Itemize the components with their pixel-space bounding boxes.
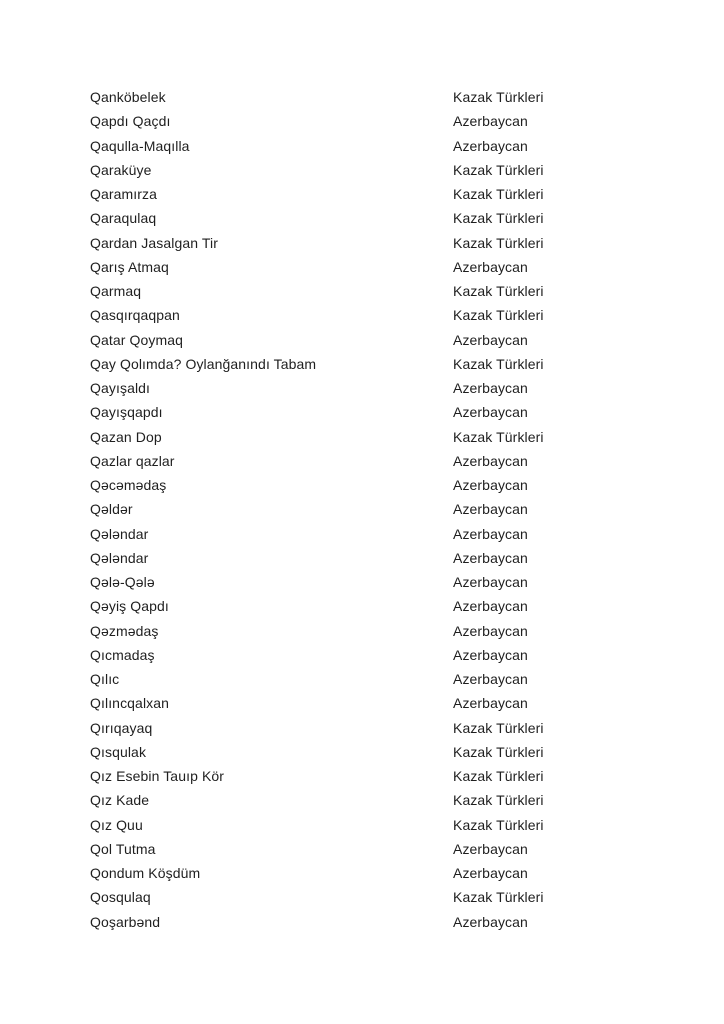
game-name: Qazan Dop — [90, 428, 162, 445]
game-name: Qaramırza — [90, 186, 158, 203]
list-row — [90, 788, 660, 812]
origin-label: Azerbaycan — [453, 477, 528, 494]
list-row — [90, 85, 660, 109]
origin-label: Azerbaycan — [453, 598, 528, 615]
origin-label: Azerbaycan — [453, 671, 528, 688]
list-row — [90, 497, 660, 521]
origin-label: Azerbaycan — [453, 113, 528, 130]
list-row — [90, 303, 660, 327]
list-row — [90, 328, 660, 352]
list-row — [90, 740, 660, 764]
game-name: Qırıqayaq — [90, 719, 153, 736]
game-name: Qılıc — [90, 671, 120, 688]
game-name: Qəyiş Qapdı — [90, 598, 169, 615]
game-name: Qol Tutma — [90, 840, 156, 857]
game-name: Qoşarbənd — [90, 913, 161, 930]
origin-label: Kazak Türkleri — [453, 743, 544, 760]
list-row — [90, 449, 660, 473]
game-name: Qaraküye — [90, 161, 152, 178]
origin-label: Azerbaycan — [453, 525, 528, 542]
game-name: Qaraqulaq — [90, 210, 157, 227]
origin-label: Kazak Türkleri — [453, 889, 544, 906]
list-row — [90, 594, 660, 618]
game-name: Qız Esebin Tauıp Kör — [90, 768, 225, 785]
game-name: Qondum Köşdüm — [90, 865, 201, 882]
origin-label: Kazak Türkleri — [453, 161, 544, 178]
list-row — [90, 400, 660, 424]
origin-label: Kazak Türkleri — [453, 307, 544, 324]
origin-label: Kazak Türkleri — [453, 186, 544, 203]
origin-label: Kazak Türkleri — [453, 792, 544, 809]
game-name: Qələndar — [90, 549, 149, 566]
origin-label: Azerbaycan — [453, 549, 528, 566]
origin-label: Azerbaycan — [453, 913, 528, 930]
list-row — [90, 716, 660, 740]
list-row — [90, 522, 660, 546]
origin-label: Azerbaycan — [453, 646, 528, 663]
list-row — [90, 837, 660, 861]
origin-label: Azerbaycan — [453, 574, 528, 591]
list-row — [90, 764, 660, 788]
list-row — [90, 279, 660, 303]
list-row — [90, 255, 660, 279]
origin-label: Azerbaycan — [453, 840, 528, 857]
game-name: Qayışqapdı — [90, 404, 163, 421]
list-row — [90, 570, 660, 594]
origin-label: Azerbaycan — [453, 404, 528, 421]
list-row — [90, 885, 660, 909]
origin-label: Azerbaycan — [453, 695, 528, 712]
origin-label: Azerbaycan — [453, 452, 528, 469]
game-name: Qanköbelek — [90, 89, 166, 106]
game-name: Qaqulla-Maqılla — [90, 137, 190, 154]
list-row — [90, 910, 660, 934]
game-name: Qayışaldı — [90, 380, 151, 397]
list-row — [90, 231, 660, 255]
game-name: Qay Qolımda? Oylanğanındı Tabam — [90, 355, 317, 372]
origin-label: Azerbaycan — [453, 865, 528, 882]
list-row — [90, 182, 660, 206]
game-name: Qılıncqalxan — [90, 695, 170, 712]
origin-label: Kazak Türkleri — [453, 89, 544, 106]
origin-label: Azerbaycan — [453, 258, 528, 275]
game-name: Qosqulaq — [90, 889, 151, 906]
list-row — [90, 861, 660, 885]
origin-label: Kazak Türkleri — [453, 816, 544, 833]
game-name: Qarış Atmaq — [90, 258, 169, 275]
list-row — [90, 667, 660, 691]
game-name: Qasqırqaqpan — [90, 307, 180, 324]
game-name: Qələ-Qələ — [90, 574, 155, 591]
list-row — [90, 473, 660, 497]
game-name: Qısqulak — [90, 743, 147, 760]
list-row — [90, 546, 660, 570]
origin-label: Kazak Türkleri — [453, 719, 544, 736]
game-name: Qıcmadaş — [90, 646, 155, 663]
game-name: Qazlar qazlar — [90, 452, 175, 469]
game-name: Qatar Qoymaq — [90, 331, 184, 348]
list-row — [90, 425, 660, 449]
game-name: Qapdı Qaçdı — [90, 113, 171, 130]
game-name: Qələndar — [90, 525, 149, 542]
origin-label: Azerbaycan — [453, 331, 528, 348]
origin-label: Kazak Türkleri — [453, 210, 544, 227]
list-row — [90, 813, 660, 837]
game-name: Qız Kade — [90, 792, 150, 809]
origin-label: Kazak Türkleri — [453, 768, 544, 785]
origin-label: Azerbaycan — [453, 501, 528, 518]
origin-label: Kazak Türkleri — [453, 283, 544, 300]
origin-label: Kazak Türkleri — [453, 234, 544, 251]
list-row — [90, 643, 660, 667]
game-name: Qəzmədaş — [90, 622, 159, 639]
origin-label: Kazak Türkleri — [453, 428, 544, 445]
origin-label: Azerbaycan — [453, 622, 528, 639]
list-row — [90, 376, 660, 400]
list-row — [90, 619, 660, 643]
list-row — [90, 158, 660, 182]
game-name: Qəcəmədaş — [90, 477, 167, 494]
origin-label: Kazak Türkleri — [453, 355, 544, 372]
game-name: Qarmaq — [90, 283, 142, 300]
game-name: Qəldər — [90, 501, 133, 518]
origin-label: Azerbaycan — [453, 380, 528, 397]
origin-label: Azerbaycan — [453, 137, 528, 154]
list-row — [90, 206, 660, 230]
game-origin-list — [90, 85, 660, 934]
game-name: Qardan Jasalgan Tir — [90, 234, 218, 251]
list-row — [90, 134, 660, 158]
list-row — [90, 109, 660, 133]
list-row — [90, 691, 660, 715]
game-name: Qız Quu — [90, 816, 143, 833]
list-row — [90, 352, 660, 376]
